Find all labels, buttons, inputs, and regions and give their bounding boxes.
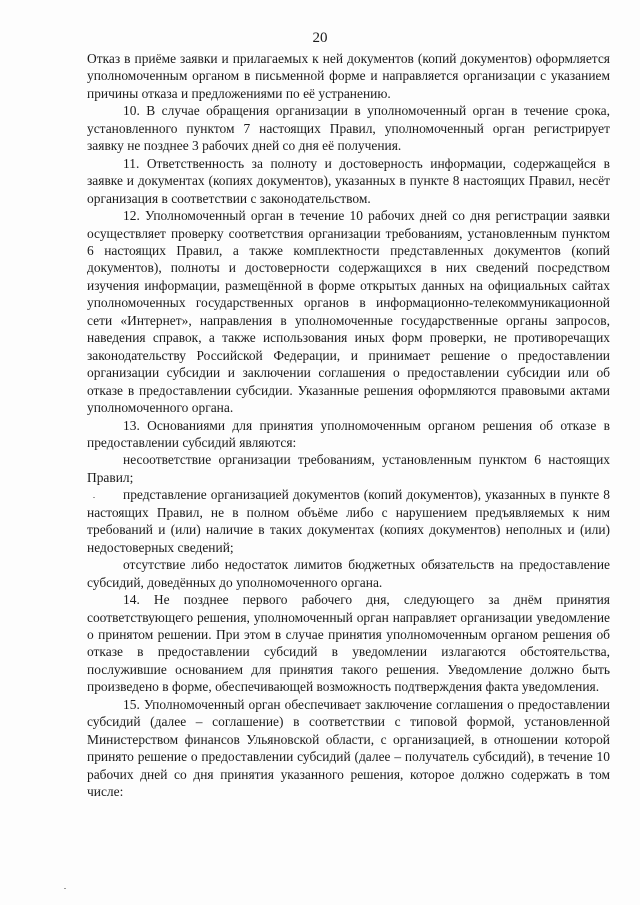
scan-speck: [93, 497, 95, 498]
list-item-nonconformity: несоответствие организации требованиям, установленным пунктом 6 настоящих Правил;: [87, 452, 610, 485]
paragraph-10: 10. В случае обращения организации в уполномоченный орган в течение срока, установленного пунктом 7 настоящих Правил, уполномоченный орган регистрирует заявку не позднее 3 рабочих дней со дня её получения.: [87, 103, 610, 154]
list-item-budget-limits: отсутствие либо недостаток лимитов бюджетных обязательств на предоставление субсидий, доведённых до уполномоченного органа.: [87, 557, 610, 590]
paragraph-13: 13. Основаниями для принятия уполномоченным органом решения об отказе в предоставлении субсидий являются:: [87, 417, 610, 450]
paragraph-11: 11. Ответственность за полноту и достоверность информации, содержащейся в заявке и документах (копиях документов), указанных в пункте 8 настоящих Правил, несёт организация в соответствии с законодательством.: [87, 155, 610, 206]
scan-speck: [64, 888, 66, 889]
document-body: [87, 50, 610, 800]
list-item-documents: представление организацией документов (копий документов), указанных в пункте 8 настоящих Правил, не в полном объёме либо с нарушением предъявляемых к ним требований и (или) наличие в таких документах (копиях документов) неполных и (или) недостоверных сведений;: [87, 487, 610, 555]
page-number: 20: [312, 30, 328, 46]
paragraph-14: 14. Не позднее первого рабочего дня, следующего за днём принятия соответствующего решения, уполномоченный орган направляет организации уведомление о принятом решении. При этом в случае принятия уполномоченным органом решения об отказе в предоставлении субсидий в уведомлении излагаются обстоятельства, послужившие основанием для принятия такого решения. Уведомление должно быть произведено в форме, обеспечивающей возможность подтверждения факта уведомления.: [87, 592, 610, 695]
paragraph-12: 12. Уполномоченный орган в течение 10 рабочих дней со дня регистрации заявки осуществляет проверку соответствия организации требованиям, установленным пунктом 6 настоящих Правил, а также комплектности представленных документов (копий документов), полноты и достоверности содержащихся в них сведений посредством изучения информации, размещённой в форме открытых данных на официальных сайтах уполномоченных государственных органов в информационно-телекоммуникационной сети «Интернет», направления в уполномоченные государственные органы запросов, наведения справок, а также использования иных форм проверки, не противоречащих законодательству Российской Федерации, и принимает решение о предоставлении организации субсидии и заключении соглашения о предоставлении субсидии или об отказе в предоставлении субсидии. Указанные решения оформляются правовыми актами уполномоченного органа.: [87, 208, 610, 416]
paragraph-refusal: Отказ в приёме заявки и прилагаемых к ней документов (копий документов) оформляется уполномоченным органом в письменной форме и направляется организации с указанием причины отказа и предложениями по её устранению.: [87, 51, 610, 101]
paragraph-15: 15. Уполномоченный орган обеспечивает заключение соглашения о предоставлении субсидий (далее – соглашение) в соответствии с типовой формой, установленной Министерством финансов Ульяновской области, с организацией, в отношении которой принято решение о предоставлении субсидий (далее – получатель субсидий), в течение 10 рабочих дней со дня принятия указанного решения, которое должно содержать в том числе:: [87, 696, 610, 800]
